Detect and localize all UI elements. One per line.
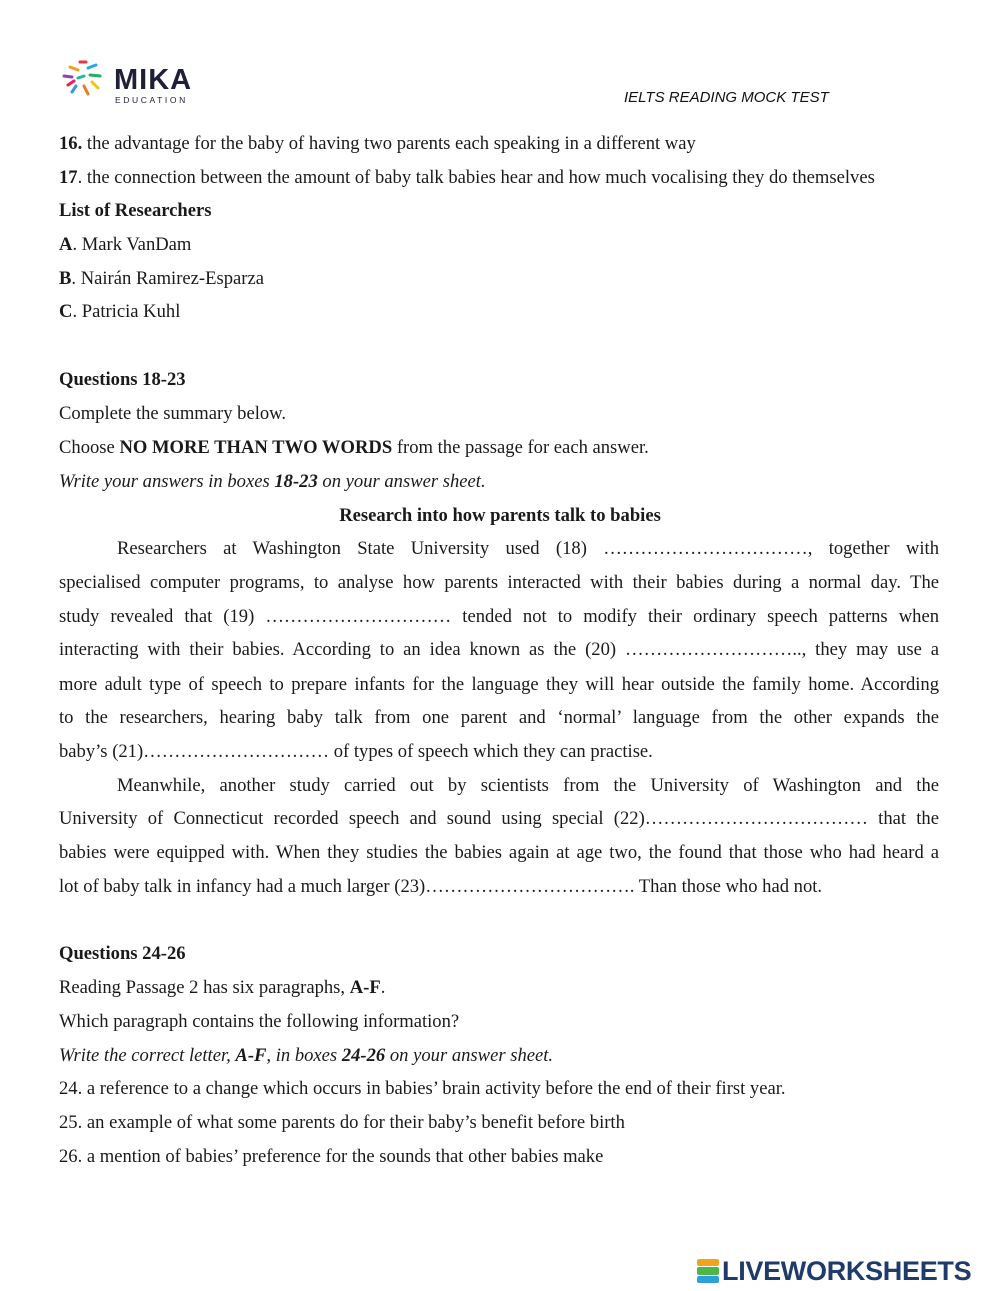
section-heading-18-23: Questions 18-23 [59,369,186,390]
instruction-text: Write the correct letter, [59,1045,236,1066]
instruction-emphasis: A-F [235,1045,267,1066]
liveworksheets-icon [697,1259,719,1283]
summary-line: University of Connecticut recorded speech and sound using special (22)……………………………… that the [59,808,939,829]
liveworksheets-logo [697,1258,997,1286]
instruction-line: Which paragraph contains the following information? [59,1011,460,1032]
mika-logo [60,58,200,106]
question-24: 24. a reference to a change which occurs in babies’ brain activity before the end of their first year. [59,1078,786,1099]
logo-subtitle: EDUCATION [115,95,188,105]
summary-line: specialised computer programs, to analyse how parents interacted with their babies during a normal day. The [59,572,939,593]
researcher-name: . Nairán Ramirez-Esparza [71,268,264,289]
summary-title: Research into how parents talk to babies [339,505,661,526]
mika-logo-icon [60,58,108,106]
page-header-title: IELTS READING MOCK TEST [624,89,829,106]
instruction-text: Reading Passage 2 has six paragraphs, [59,977,350,998]
summary-line: Meanwhile, another study carried out by scientists from the University of Washington and the [117,775,939,796]
researcher-letter: C [59,301,73,322]
logo-text: MIKA [114,64,193,96]
researcher-name: . Patricia Kuhl [72,301,181,322]
instruction-text: on your answer sheet. [317,471,486,492]
instruction-emphasis: NO MORE THAN TWO WORDS [119,437,393,458]
summary-line: Researchers at Washington State University used (18) ……………………………, together with [117,538,939,559]
instruction-emphasis: A-F [349,977,381,998]
question-number: 17 [59,167,78,188]
question-number: 16. [59,133,83,154]
instruction-line [59,977,385,999]
instruction-text: on your answer sheet. [385,1045,554,1066]
researcher-name: . Mark VanDam [72,234,192,255]
question-text: the advantage for the baby of having two parents each speaking in a different way [82,133,696,154]
summary-line: interacting with their babies. According to an idea known as the (20) ……………………….., they may use a [59,639,939,660]
researcher-letter: A [59,234,73,255]
researcher-item [59,268,264,290]
summary-line: babies were equipped with. When they studies the babies again at age two, the found that those who had heard a [59,842,939,863]
question-25: 25. an example of what some parents do for their baby’s benefit before birth [59,1112,625,1133]
question-text: . the connection between the amount of baby talk babies hear and how much vocalising they do themselves [77,167,875,188]
instruction-text: Write your answers in boxes [59,471,275,492]
summary-line: more adult type of speech to prepare infants for the language they will hear outside the family home. According [59,674,939,695]
question-26: 26. a mention of babies’ preference for the sounds that other babies make [59,1146,604,1167]
instruction-line [59,471,486,493]
researcher-letter: B [59,268,72,289]
summary-line: study revealed that (19) ………………………… tended not to modify their ordinary speech patterns when [59,606,939,627]
summary-line: baby’s (21)………………………… of types of speech which they can practise. [59,741,653,762]
summary-line: lot of baby talk in infancy had a much larger (23)……………………………. Than those who had not. [59,876,823,897]
instruction-text: Choose [59,437,120,458]
instruction-line: Complete the summary below. [59,403,287,424]
researchers-title: List of Researchers [59,200,212,221]
instruction-line [59,1045,553,1067]
question-16 [59,133,696,155]
instruction-emphasis: 24-26 [341,1045,386,1066]
researcher-item [59,234,191,256]
instruction-text: from the passage for each answer. [392,437,649,458]
researcher-item [59,301,180,323]
instruction-text: , in boxes [266,1045,342,1066]
section-heading-24-26: Questions 24-26 [59,943,186,964]
instruction-emphasis: 18-23 [274,471,318,492]
instruction-line [59,437,649,459]
instruction-text: . [380,977,386,998]
summary-line: to the researchers, hearing baby talk from one parent and ‘normal’ language from the other expands the [59,707,939,728]
question-17 [59,167,875,189]
liveworksheets-brand: LIVEWORKSHEETS [722,1256,972,1286]
